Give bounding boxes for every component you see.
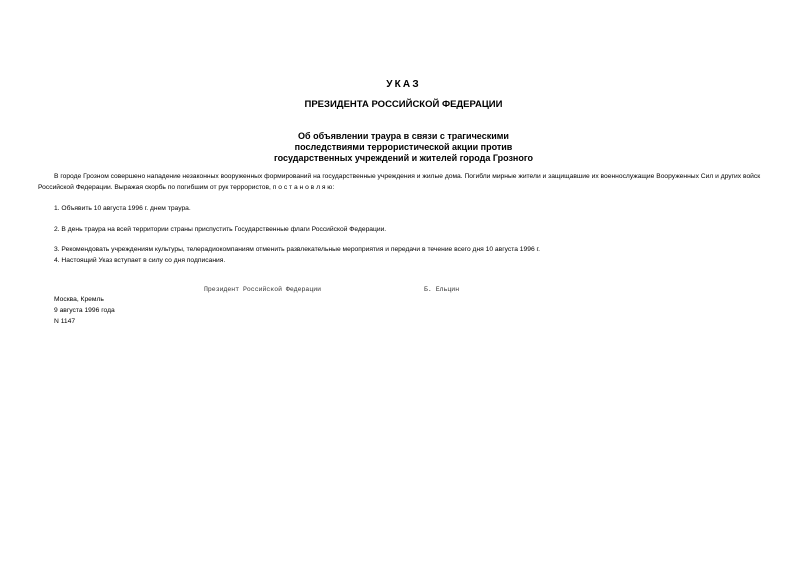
signature-name: Б. Ельцин	[424, 286, 460, 293]
title-line: последствиями террористической акции против	[294, 142, 513, 152]
signing-place: Москва, Кремль	[54, 296, 104, 303]
document-type: УКАЗ	[386, 79, 421, 90]
decree-item: 1. Объявить 10 августа 1996 г. днем траура.	[54, 205, 191, 212]
decree-item: 3. Рекомендовать учреждениям культуры, телерадиокомпаниям отменить развлекательные мероприятия и передачи в течение всего дня 10 августа 1996 г.	[54, 246, 541, 253]
decree-item: 2. В день траура на всей территории страны приспустить Государственные флаги Российской Федерации.	[54, 226, 387, 233]
decree-item: 4. Настоящий Указ вступает в силу со дня подписания.	[54, 257, 226, 264]
document-issuer: ПРЕЗИДЕНТА РОССИЙСКОЙ ФЕДЕРАЦИИ	[304, 99, 503, 110]
document-title	[0, 131, 807, 164]
intro-paragraph: В городе Грозном совершено нападение незаконных вооруженных формирований на государственные учреждения и жилые дома. Погибли мирные жители и защищавшие их военнослужащие Вооруженных Сил и других войск Российской Федерации. Выражая скорбь по погибшим от рук террористов, п о с т а н о в л я ю:	[38, 173, 761, 191]
document-number: N 1147	[54, 318, 76, 325]
title-line: Об объявлении траура в связи с трагическими	[298, 131, 509, 141]
signature-title: Президент Российской Федерации	[204, 286, 322, 293]
title-line: государственных учреждений и жителей города Грозного	[273, 153, 533, 163]
signing-date: 9 августа 1996 года	[54, 307, 115, 314]
